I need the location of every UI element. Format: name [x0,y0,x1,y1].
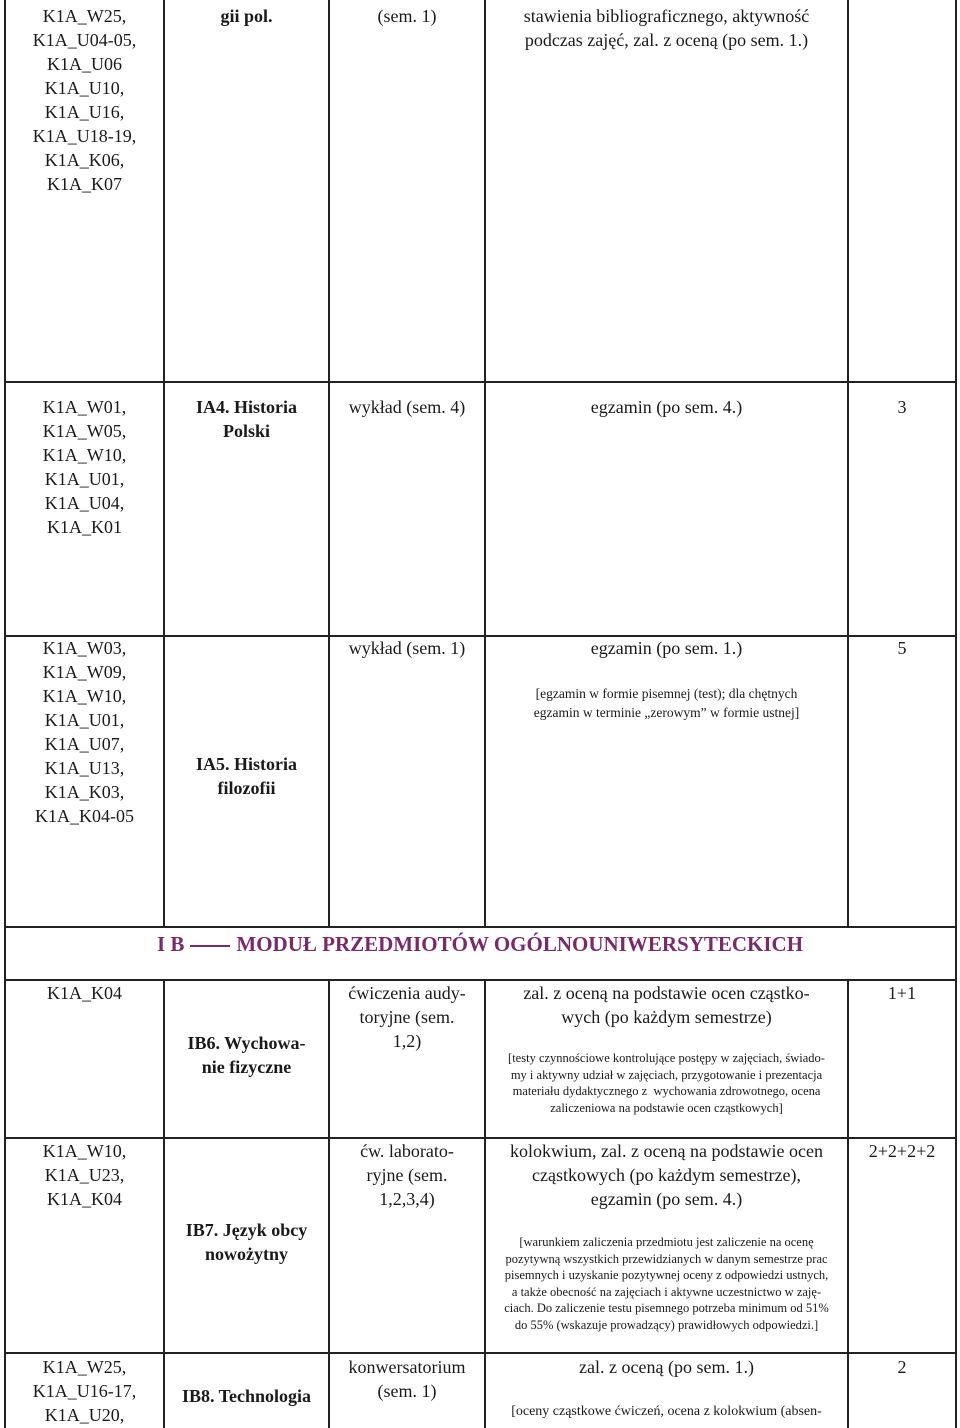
class-form-cell: konwersatorium (sem. 1) [348,1357,466,1401]
learning-effects-cell: K1A_K04 [47,983,122,1003]
class-form-cell: wykład (sem. 4) [348,397,466,417]
row-divider [4,381,956,383]
assessment-cell: zal. z oceną (po sem. 1.) [579,1357,754,1377]
ects-cell: 2+2+2+2 [868,1141,936,1161]
assessment-cell: kolokwium, zal. z oceną na podstawie ocen cząstkowych (po każdym semestrze), egzamin (po sem. 4.) [510,1141,823,1209]
assessment-cell: zal. z oceną na podstawie ocen cząstko- wych (po każdym semestrze) [523,983,810,1027]
learning-effects-cell: K1A_W03, K1A_W09, K1A_W10, K1A_U01, K1A_U07, K1A_U13, K1A_K03, K1A_K04-05 [35,638,134,826]
column-divider [328,0,330,927]
learning-effects-cell: K1A_W01, K1A_W05, K1A_W10, K1A_U01, K1A_U04, K1A_K01 [42,397,127,537]
learning-effects-cell: K1A_W25, K1A_U16-17, K1A_U20, [32,1357,137,1425]
course-name-cell: IA4. Historia Polski [196,397,297,441]
course-name-cell: IB7. Język obcy nowożytny [185,1220,308,1264]
module-heading-code: I B [156,932,185,956]
class-form-cell: (sem. 1) [377,6,437,26]
assessment-cell: stawienia bibliograficznego, aktywność podczas zajęć, zal. z oceną (po sem. 1.) [523,6,810,50]
assessment-note: [egzamin w formie pisemnej (test); dla chętnych egzamin w terminie „zerowym” w formie ustnej] [533,686,800,720]
table-border-right [955,0,957,1428]
course-name-cell: gii pol. [220,6,273,26]
learning-effects-cell: K1A_W25, K1A_U04-05, K1A_U06 K1A_U10, K1A_U16, K1A_U18-19, K1A_K06, K1A_K07 [32,6,137,194]
row-divider [4,926,956,928]
module-heading [0,930,960,958]
class-form-cell: wykład (sem. 1) [348,638,466,658]
assessment-note: [warunkiem zaliczenia przedmiotu jest zaliczenie na ocenę pozytywną wszystkich przewidzianych w danym semestrze prac pisemnych i uzyskanie pozytywnej oceny z odpowiedzi ustnych, a także obecność na zajęciach i aktywne uczestnictwo w zaję- ciach. Do zaliczenie testu pisemnego potrzeba minimum od 51% do 55% (wskazuje prowadzący) prawidłowych odpowiedzi.] [504,1235,829,1332]
ects-cell: 5 [897,638,907,658]
class-form-cell: ćw. laborato- ryjne (sem. 1,2,3,4) [360,1141,454,1209]
ects-cell: 1+1 [887,983,917,1003]
course-name-cell: IA5. Historia filozofii [196,754,297,798]
course-name-cell: IB6. Wychowa- nie fizyczne [187,1033,306,1077]
assessment-cell: egzamin (po sem. 1.) [590,638,743,658]
ects-cell: 2 [897,1357,907,1377]
module-heading-title: MODUŁ PRZEDMIOTÓW OGÓLNOUNIWERSYTECKICH [236,932,804,956]
assessment-note: [oceny cząstkowe ćwiczeń, ocena z kolokwium (absen- [511,1404,822,1419]
row-divider [4,1352,956,1354]
class-form-cell: ćwiczenia audy- toryjne (sem. 1,2) [348,983,466,1051]
module-heading-dash [190,945,230,947]
assessment-cell: egzamin (po sem. 4.) [590,397,743,417]
column-divider [484,0,486,927]
course-name-cell: IB8. Technologia [181,1386,312,1406]
ects-cell: 3 [897,397,907,417]
learning-effects-cell: K1A_W10, K1A_U23, K1A_K04 [42,1141,127,1209]
column-divider [847,0,849,927]
assessment-note: [testy czynnościowe kontrolujące postępy w zajęciach, świado- my i aktywny udział w zajęciach, przygotowanie i prezentacja materiału dydaktycznego z wychowania zdrowotnego, ocena zaliczeniowa na podstawie ocen cząstkowych] [508,1051,825,1115]
